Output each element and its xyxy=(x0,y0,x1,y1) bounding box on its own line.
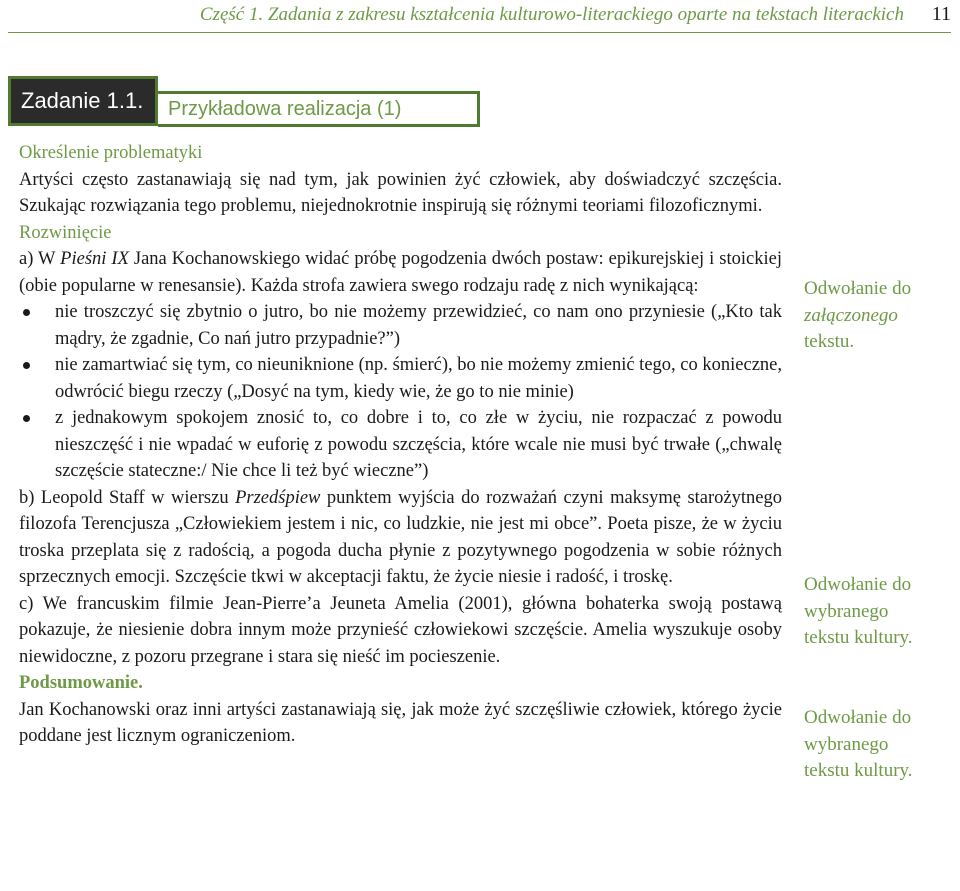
list-item: nie zamartwiać się tym, co nieuniknione (np. śmierć), bo nie możemy zmienić tego, co konieczne, odwrócić biegu rzeczy („Dosyć na tym, kiedy wie, że go to nie minie) xyxy=(19,352,782,405)
task-label-box: Zadanie 1.1. xyxy=(8,76,158,126)
essay-body xyxy=(19,140,782,750)
margin-note-line: tekstu. xyxy=(804,331,855,352)
margin-note-1 xyxy=(804,276,954,356)
work-title-piesn: Pieśni IX xyxy=(60,249,129,269)
advice-list xyxy=(19,299,782,485)
margin-note-line xyxy=(804,303,954,330)
paragraph-a xyxy=(19,246,782,299)
paragraph-b-prefix: b) Leopold Staff w wierszu xyxy=(19,487,236,508)
work-title-przedspiew: Przedśpiew xyxy=(235,487,321,508)
margin-note-line: tekstu kultury. xyxy=(804,760,913,781)
intro-sentence-2: Szukając rozwiązania tego problemu, niejednokrotnie inspirują się różnymi teoriami filozoficznymi. xyxy=(19,196,763,216)
intro-sentence-1: Artyści często zastanawiają się nad tym, jak powinien żyć człowiek, aby doświadczyć szczęścia. xyxy=(19,169,782,190)
section-heading-summary: Podsumowanie. xyxy=(19,673,143,693)
list-item: z jednakowym spokojem znosić to, co dobre i to, co złe w życiu, nie rozpaczać z powodu nieszczęść i nie wpadać w euforię z powodu szczęścia, które wcale nie musi być trwałe („chwalę szczęście stateczne:/ Nie chce li też być wieczne”) xyxy=(19,405,782,485)
list-item: nie troszczyć się zbytnio o jutro, bo nie możemy przewidzieć, co nam ono przyniesie („Kto tak mądry, że zgadnie, Co nań jutro przypadnie?”) xyxy=(19,299,782,352)
task-subtitle-box: Przykładowa realizacja (1) xyxy=(158,91,480,127)
margin-note-line: Odwołanie do xyxy=(804,278,912,299)
summary-paragraph: Jan Kochanowski oraz inni artyści zastanawiają się, jak może żyć szczęśliwie człowiek, którego życie poddane jest licznym ograniczeniom. xyxy=(19,699,782,746)
paragraph-a-prefix: a) W xyxy=(19,249,61,269)
margin-note-italic: załączonego xyxy=(804,304,898,326)
margin-note-line: Odwołanie do xyxy=(804,574,912,595)
paragraph-b-text: punktem wyjścia do rozważań czyni maksymę starożytnego filozofa Terencjusza „Człowiekiem jestem i nic, co ludzkie, nie jest mi obce”. Poeta pisze, że w życiu troska przeplata się z radością, a pogoda ducha płynie z pozytywnego pogodzenia w sobie różnych sprzecznych emocji. Szczęście tkwi w akceptacji faktu, że życie niesie i radość, i troskę. xyxy=(19,487,782,587)
running-title: Część 1. Zadania z zakresu kształcenia kulturowo-literackiego oparte na tekstach literackich xyxy=(199,4,904,25)
margin-note-line: tekstu kultury. xyxy=(804,627,913,648)
paragraph-c: c) We francuskim filmie Jean-Pierre’a Jeuneta Amelia (2001), główna bohaterka swoją postawą pokazuje, że niesienie dobra innym może przynieść człowiekowi szczęście. Amelia wyszukuje osoby niewidoczne, z pozoru przegrane i stara się nieść im pocieszenie. xyxy=(19,593,782,667)
paragraph-b xyxy=(19,485,782,591)
margin-note-line: Odwołanie do xyxy=(804,707,912,728)
header-rule xyxy=(8,32,951,33)
margin-note-line: wybranego xyxy=(804,733,889,755)
margin-note-3 xyxy=(804,705,954,785)
intro-paragraph xyxy=(19,167,782,220)
paragraph-a-text: Jana Kochanowskiego widać próbę pogodzenia dwóch postaw: epikurejskiej i stoickiej (obie popularne w renesansie). xyxy=(19,249,782,296)
section-heading-development: Rozwinięcie xyxy=(19,222,112,243)
paragraph-a-text-2: Każda strofa zawiera swego rodzaju radę z nich wynikającą: xyxy=(246,275,699,296)
page-number: 11 xyxy=(931,3,951,25)
margin-note-line: wybranego xyxy=(804,600,889,622)
margin-note-2 xyxy=(804,572,954,652)
section-heading-problem: Określenie problematyki xyxy=(19,143,203,163)
running-header xyxy=(0,0,960,36)
